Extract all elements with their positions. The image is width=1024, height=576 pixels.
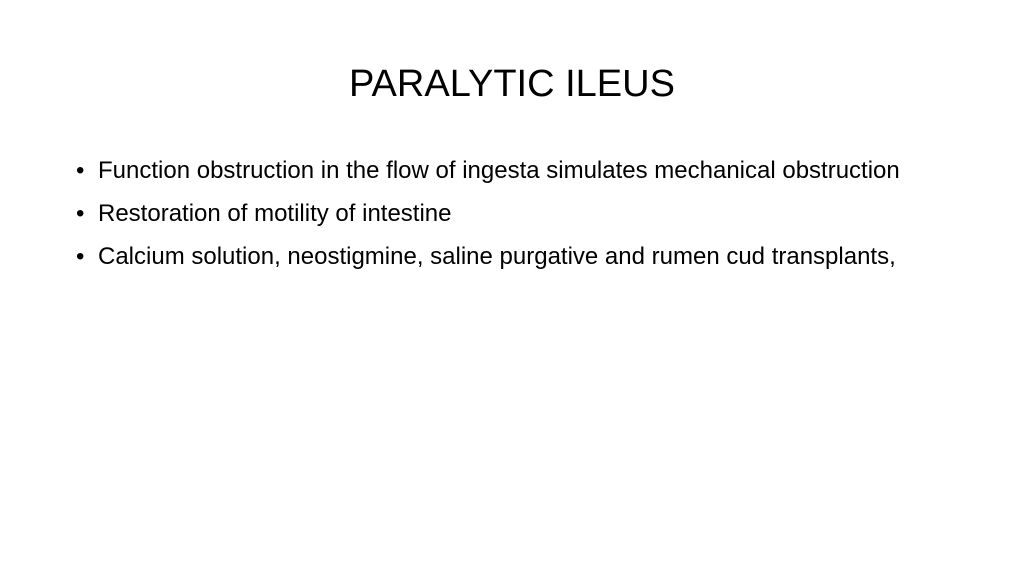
slide-title: PARALYTIC ILEUS [349,63,675,105]
bullet-item [76,198,926,230]
bullet-glyph: • [76,243,85,270]
bullet-glyph: • [76,200,85,227]
bullet-text: Function obstruction in the flow of ingesta simulates mechanical obstruction [98,157,900,184]
bullet-text: Calcium solution, neostigmine, saline purgative and rumen cud transplants, [98,243,896,270]
bullet-text: Restoration of motility of intestine [98,200,452,227]
bullet-item [76,155,926,187]
bullet-glyph: • [76,157,85,184]
bullet-list [76,155,926,284]
bullet-item [76,241,926,273]
